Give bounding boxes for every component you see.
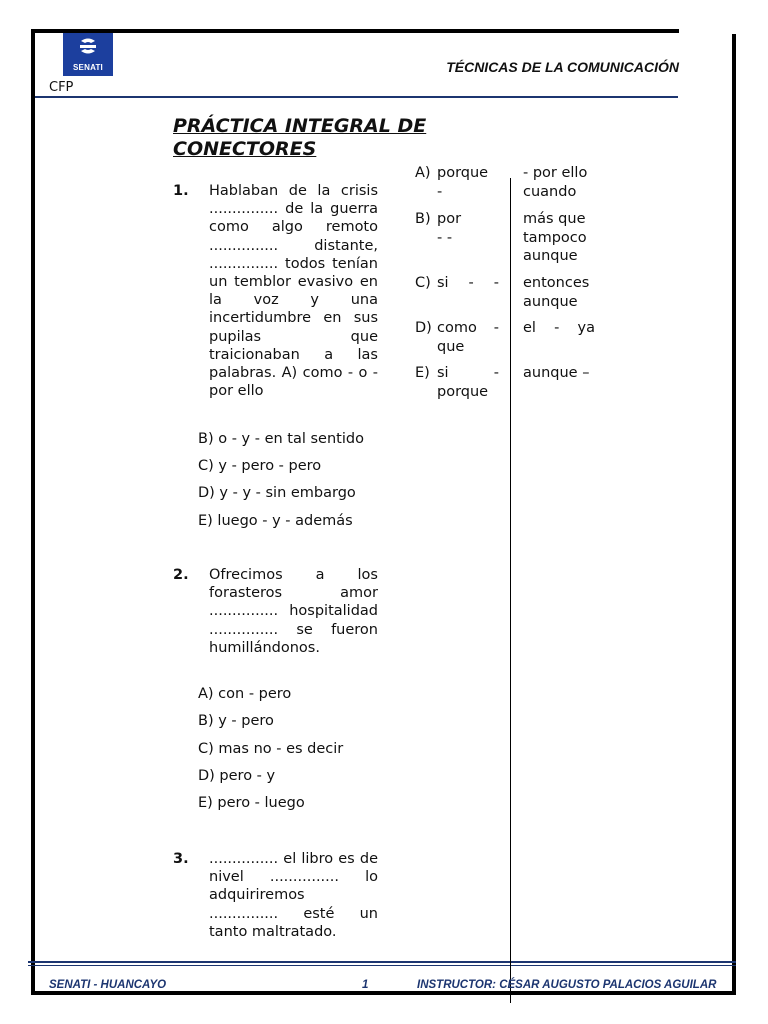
right-column-a: - por ello cuando xyxy=(523,165,588,200)
right-option-a xyxy=(415,164,499,201)
question-number: 3. xyxy=(173,851,189,867)
option-letter: A) xyxy=(415,165,431,181)
header-rule xyxy=(35,96,678,98)
question-3 xyxy=(173,850,378,941)
question-1 xyxy=(173,182,378,400)
option-text: por - - xyxy=(437,211,462,246)
option: D) y - y - sin embargo xyxy=(198,485,356,501)
footer-left: SENATI - HUANCAYO xyxy=(49,979,167,991)
right-option-c xyxy=(415,274,499,293)
option-letter: C) xyxy=(415,275,431,291)
option-text: como - que xyxy=(437,320,499,355)
option: D) pero - y xyxy=(198,768,276,784)
senati-logo xyxy=(63,33,113,76)
option-text: si - porque xyxy=(437,365,499,400)
question-text: Hablaban de la crisis ............... de la guerra como algo remoto ............... distante, ............... todos tenían un temblor evasivo en la voz y una incertidumbre en sus pupilas que traicionaban a las palabras. A) como - o - por ello xyxy=(209,183,378,400)
option: B) y - pero xyxy=(198,713,274,729)
option: C) mas no - es decir xyxy=(198,741,344,757)
option-text: si - - xyxy=(437,275,499,291)
logo-text: SENATI xyxy=(73,63,103,72)
option: B) o - y - en tal sentido xyxy=(198,431,364,447)
footer-rule-bottom xyxy=(28,965,736,966)
option-letter: D) xyxy=(415,320,432,336)
option-letter: B) xyxy=(415,211,431,227)
column-divider xyxy=(510,178,511,1003)
right-column-b: más que tampoco aunque xyxy=(523,211,587,264)
option-text: porque - xyxy=(437,165,489,200)
option: C) y - pero - pero xyxy=(198,458,322,474)
footer-page-number: 1 xyxy=(362,979,369,991)
right-border xyxy=(732,34,736,995)
left-border xyxy=(31,29,35,995)
footer-rule-top xyxy=(28,961,736,963)
page-title: PRÁCTICA INTEGRAL DE CONECTORES xyxy=(173,115,427,160)
question-number: 2. xyxy=(173,567,189,583)
question-text: Ofrecimos a los forasteros amor ............... hospitalidad ............... se fueron humillándonos. xyxy=(209,567,378,656)
question-2 xyxy=(173,566,378,657)
right-column-e: aunque – xyxy=(523,365,590,381)
option: E) pero - luego xyxy=(198,795,305,811)
question-text: ............... el libro es de nivel ............... lo adquiriremos ............... esté un tanto maltratado. xyxy=(209,851,378,940)
option: E) luego - y - además xyxy=(198,513,353,529)
footer-right: INSTRUCTOR: CÉSAR AUGUSTO PALACIOS AGUILAR xyxy=(417,979,717,991)
bottom-border xyxy=(31,991,736,995)
question-number: 1. xyxy=(173,183,189,199)
option: A) con - pero xyxy=(198,686,292,702)
top-border xyxy=(31,29,679,33)
right-option-e xyxy=(415,364,499,401)
course-title: TÉCNICAS DE LA COMUNICACIÓN xyxy=(446,59,679,75)
right-option-d xyxy=(415,319,499,356)
right-column-d: el - ya xyxy=(523,320,595,336)
senati-logo-icon xyxy=(78,37,98,55)
cfp-label: CFP xyxy=(49,80,74,95)
option-letter: E) xyxy=(415,365,430,381)
right-column-c: entonces aunque xyxy=(523,275,590,310)
right-option-b xyxy=(415,210,499,247)
